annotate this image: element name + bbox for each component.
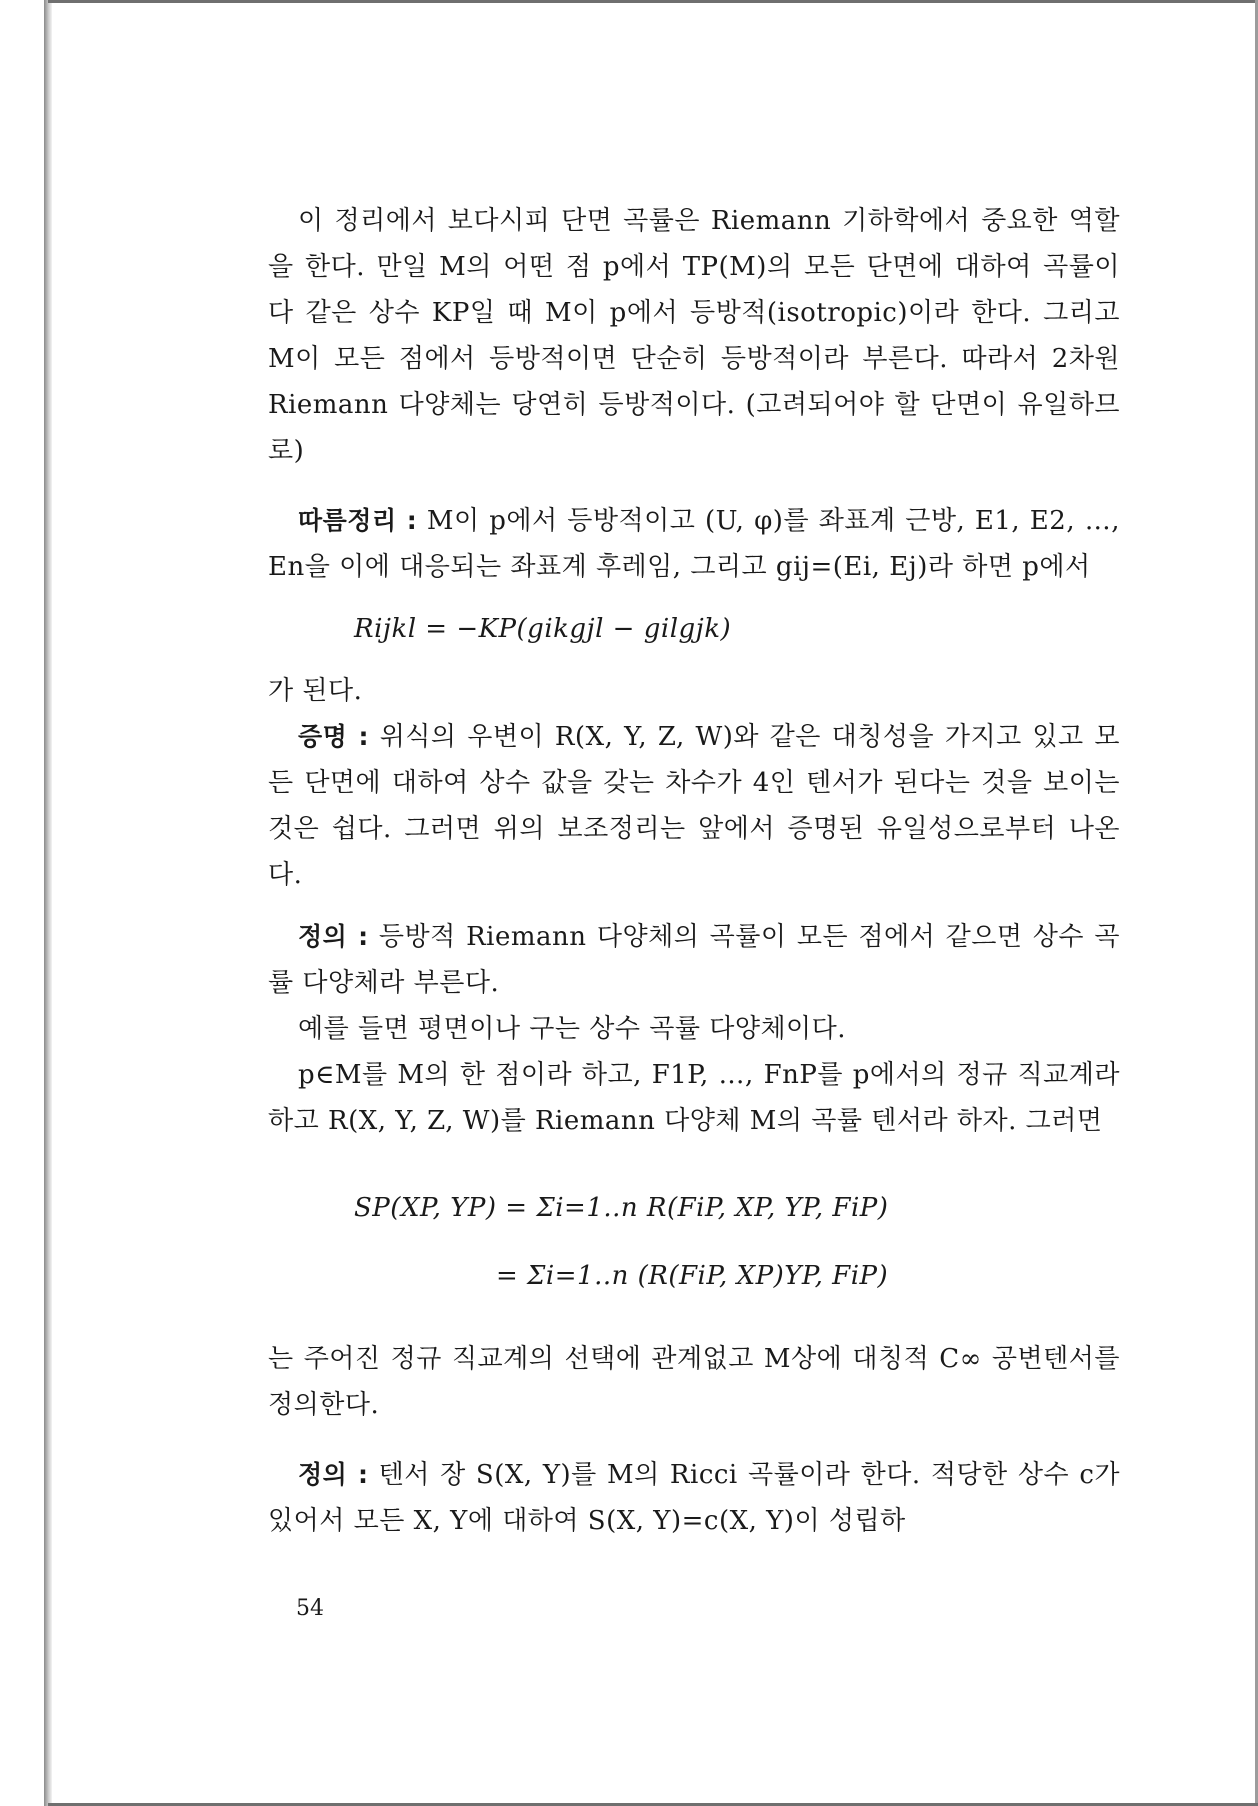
ricci-formula-line-1: SP(XP, YP) = Σi=1..n R(FiP, XP, YP, FiP) [354, 1193, 889, 1223]
paragraph-ricci-definition [268, 1452, 1120, 1544]
page-border-top [48, 0, 1258, 3]
page-margin-left [0, 0, 44, 1806]
paragraph-covariant-tensor: 는 주어진 정규 직교계의 선택에 관계없고 M상에 대칭적 C∞ 공변텐서를 정의한다. [268, 1344, 1120, 1420]
corollary-text: M이 p에서 등방적이고 (U, φ)를 좌표계 근방, E1, E2, …, En을 이에 대응되는 좌표계 후레임, 그리고 gij=(Ei, Ej)라 하면 p에서 [268, 506, 1121, 582]
curvature-formula: Rijkl = −KP(gikgjl − gilgjk) [354, 614, 732, 644]
definition-text: 등방적 Riemann 다양체의 곡률이 모든 점에서 같으면 상수 곡률 다양체라 부른다. [268, 922, 1120, 998]
paragraph-isotropic-definition: 이 정리에서 보다시피 단면 곡률은 Riemann 기하학에서 중요한 역할을 한다. 만일 M의 어떤 점 p에서 TP(M)의 모든 단면에 대하여 곡률이 다 같은 상수 KP일 때 M이 p에서 등방적(isotropic)이라 한다. 그리고 M이 모든 점에서 등방적이면 단순히 등방적이라 부른다. 따라서 2차원 Riemann 다양체는 당연히 등방적이다. (고려되어야 할 단면이 유일하므로) [268, 206, 1120, 466]
proof-text: 위식의 우변이 R(X, Y, Z, W)와 같은 대칭성을 가지고 있고 모든 단면에 대하여 상수 값을 갖는 차수가 4인 텐서가 된다는 것을 보이는 것은 쉽다. 그러면 위의 보조정리는 앞에서 증명된 유일성으로부터 나온다. [268, 722, 1120, 890]
ricci-definition-text: 텐서 장 S(X, Y)를 M의 Ricci 곡률이라 한다. 적당한 상수 c가 있어서 모든 X, Y에 대하여 S(X, Y)=c(X, Y)이 성립하 [268, 1460, 1120, 1536]
ricci-formula-line-2: = Σi=1..n (R(FiP, XP)YP, FiP) [496, 1261, 889, 1291]
paragraph-orthonormal-frame: p∈M를 M의 한 점이라 하고, F1P, …, FnP를 p에서의 정규 직교계라 하고 R(X, Y, Z, W)를 Riemann 다양체 M의 곡률 텐서라 하자. 그러면 [268, 1060, 1120, 1136]
proof-label: 증명 : [298, 722, 369, 751]
ricci-definition-label: 정의 : [298, 1460, 369, 1489]
paragraph-proof [268, 714, 1120, 898]
definition-label: 정의 : [298, 922, 369, 951]
paragraph-corollary [268, 498, 1120, 590]
page-number: 54 [296, 1596, 324, 1621]
page-binding-edge [44, 0, 52, 1806]
corollary-label: 따름정리 : [298, 506, 418, 535]
ricci-formula-block [354, 1174, 1120, 1310]
paragraph-result: 가 된다. [268, 676, 363, 706]
paragraph-definition-constant-curvature [268, 914, 1120, 1006]
paragraph-example: 예를 들면 평면이나 구는 상수 곡률 다양체이다. [298, 1014, 847, 1044]
page-body [268, 198, 1120, 1544]
